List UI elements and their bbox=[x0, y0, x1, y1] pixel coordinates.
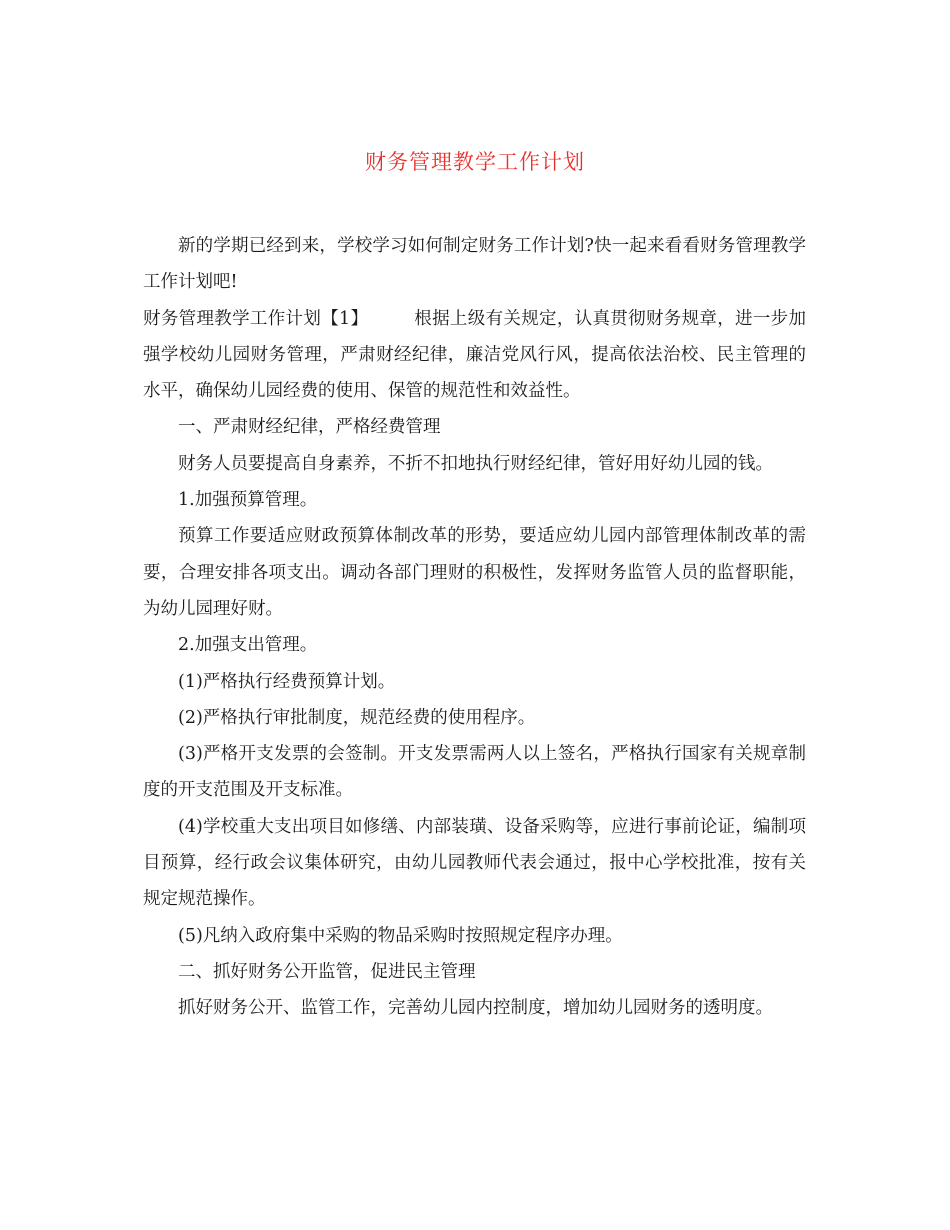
section-label: 财务管理教学工作计划【1】 bbox=[143, 308, 369, 329]
intro-paragraph: 新的学期已经到来，学校学习如何制定财务工作计划?快一起来看看财务管理教学工作计划吧! bbox=[143, 236, 806, 293]
document-title: 财务管理教学工作计划 bbox=[365, 150, 585, 174]
sub-item-5: (5)凡纳入政府集中采购的物品采购时按照规定程序办理。 bbox=[178, 925, 623, 946]
paragraph-3: 抓好财务公开、监管工作，完善幼儿园内控制度，增加幼儿园财务的透明度。 bbox=[178, 998, 773, 1019]
document-body bbox=[143, 228, 806, 1027]
heading-2: 二、抓好财务公开监管，促进民主管理 bbox=[178, 961, 476, 982]
list-item-1: 1.加强预算管理。 bbox=[178, 490, 318, 511]
section-paragraph bbox=[143, 301, 806, 410]
sub-item-4: (4)学校重大支出项目如修缮、内部装璜、设备采购等，应进行事前论证，编制项目预算，经行政会议集体研究，由幼儿园教师代表会通过，报中心学校批准，按有关规定规范操作。 bbox=[143, 816, 806, 910]
paragraph-2: 预算工作要适应财政预算体制改革的形势，要适应幼儿园内部管理体制改革的需要，合理安排各项支出。调动各部门理财的积极性，发挥财务监管人员的监督职能，为幼儿园理好财。 bbox=[143, 526, 806, 619]
paragraph-1: 财务人员要提高自身素养，不折不扣地执行财经纪律，管好用好幼儿园的钱。 bbox=[178, 453, 773, 474]
sub-item-1: (1)严格执行经费预算计划。 bbox=[178, 671, 396, 692]
list-item-2: 2.加强支出管理。 bbox=[178, 635, 318, 656]
sub-item-2: (2)严格执行审批制度，规范经费的使用程序。 bbox=[178, 707, 536, 728]
sub-item-3: (3)严格开支发票的会签制。开支发票需两人以上签名，严格执行国家有关规章制度的开支范围及开支标准。 bbox=[143, 744, 806, 801]
section-lead-text: 根据上级有关规定，认真贯彻财务规章，进一步加强学校幼儿园财务管理，严肃财经纪律，廉洁党风行风，提高依法治校、民主管理的水平，确保幼儿园经费的使用、保管的规范性和效益性。 bbox=[143, 308, 807, 402]
heading-1: 一、严肃财经纪律，严格经费管理 bbox=[178, 417, 441, 438]
